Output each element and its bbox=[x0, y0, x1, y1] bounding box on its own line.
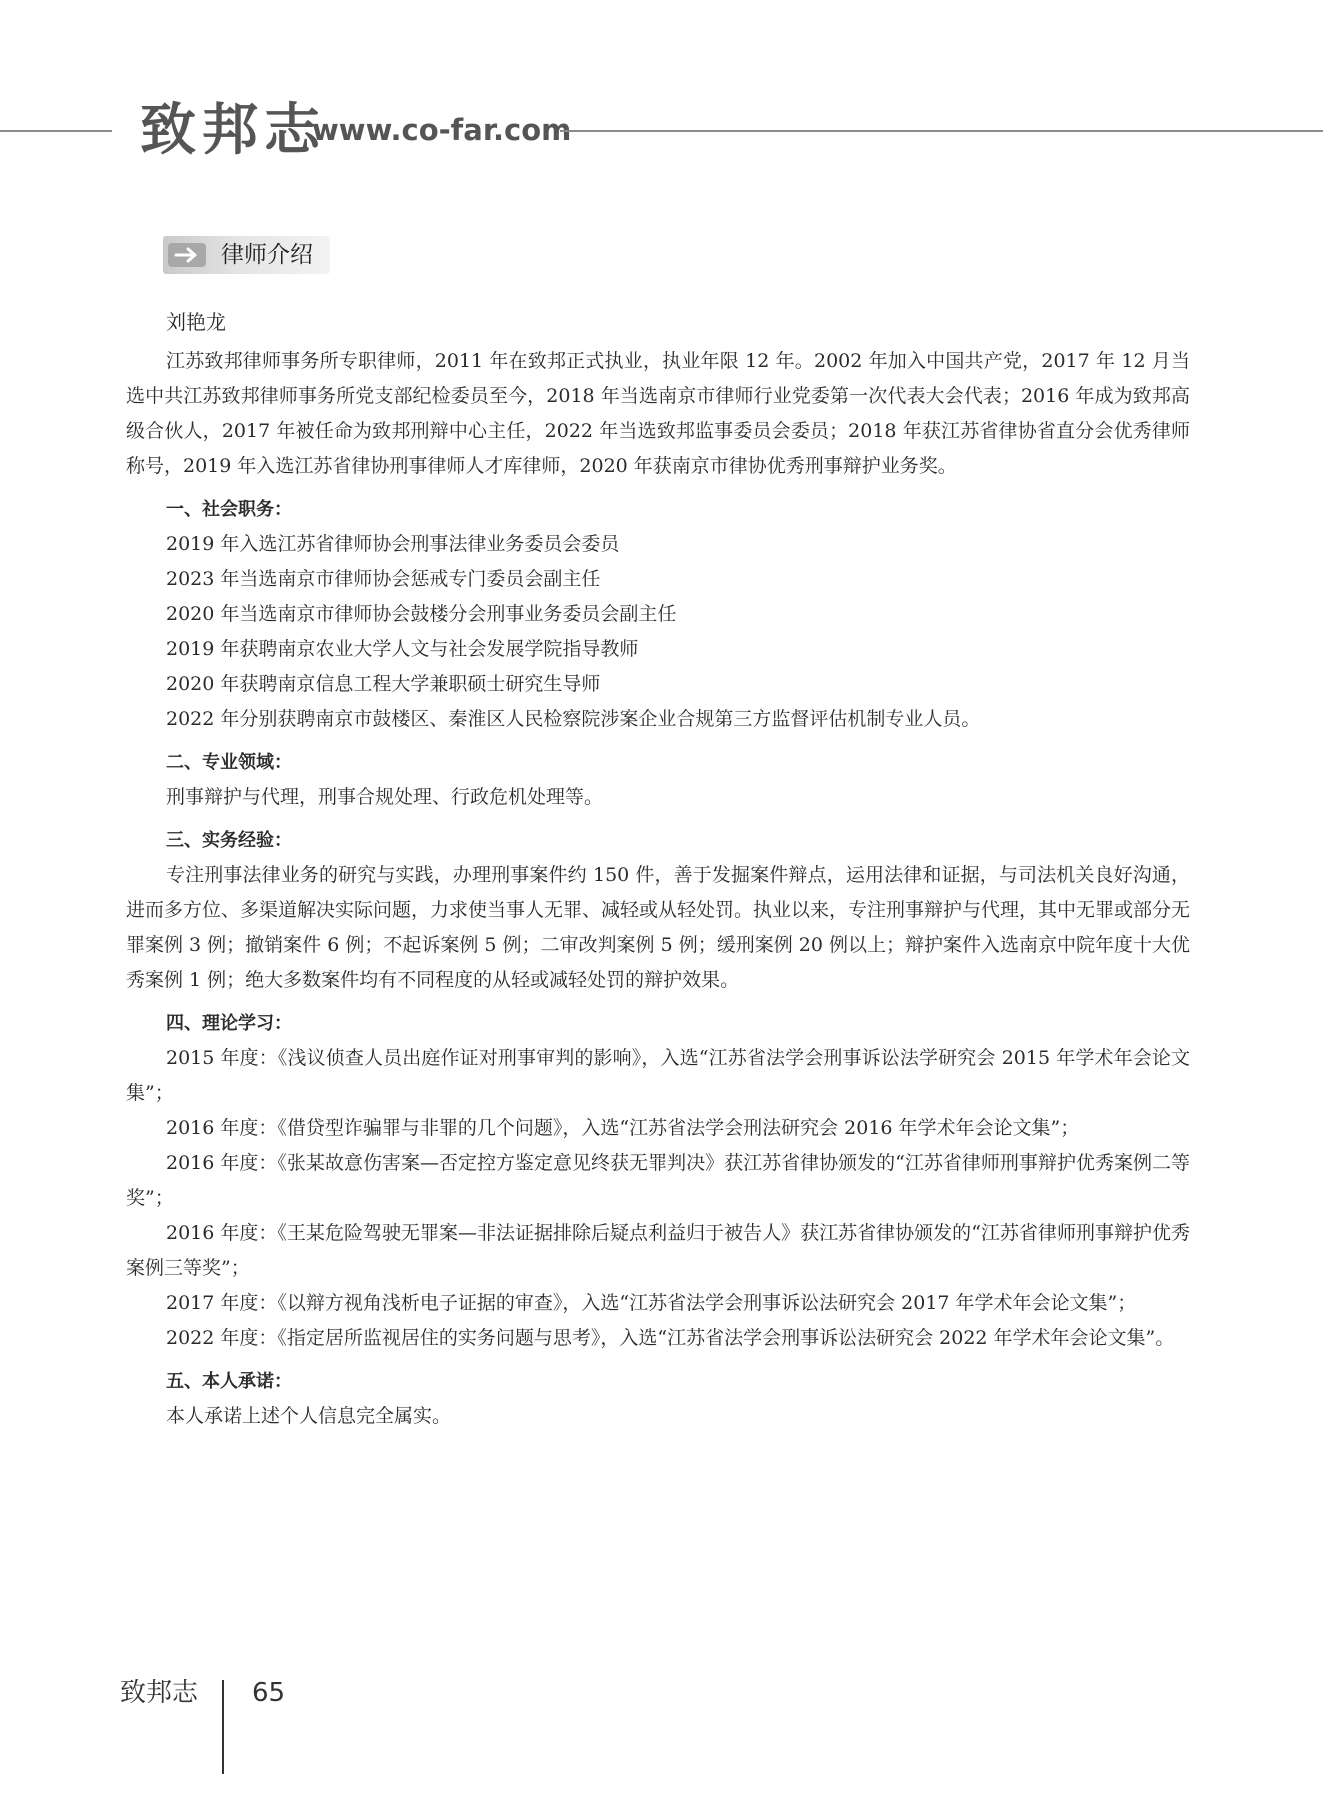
intro-paragraph: 江苏致邦律师事务所专职律师，2011 年在致邦正式执业，执业年限 12 年。2002 年加入中国共产党，2017 年 12 月当选中共江苏致邦律师事务所党支部纪检委员至今，2018 年当选南京市律师行业党委第一次代表大会代表；2016 年成为致邦高级合伙人，2017 年被任命为致邦刑辩中心主任，2022 年当选致邦监事委员会委员；2018 年获江苏省律协省直分会优秀律师称号，2019 年入选江苏省律协刑事律师人才库律师，2020 年获南京市律协优秀刑事辩护业务奖。 bbox=[126, 350, 1190, 477]
header-rule-left bbox=[0, 130, 112, 132]
list-item: 2020 年获聘南京信息工程大学兼职硕士研究生导师 bbox=[166, 673, 601, 695]
page-number: 65 bbox=[252, 1678, 286, 1708]
footer-magazine-name: 致邦志 bbox=[120, 1678, 199, 1708]
section-title: 律师介绍 bbox=[221, 242, 313, 268]
theory-item: 2016 年度：《借贷型诈骗罪与非罪的几个问题》，入选“江苏省法学会刑法研究会 2016 年学术年会论文集”； bbox=[166, 1117, 1080, 1139]
theory-item: 2022 年度：《指定居所监视居住的实务问题与思考》，入选“江苏省法学会刑事诉讼法研究会 2022 年学术年会论文集”。 bbox=[166, 1327, 1175, 1349]
practice-text: 专注刑事法律业务的研究与实践，办理刑事案件约 150 件，善于发掘案件辩点，运用法律和证据，与司法机关良好沟通，进而多方位、多渠道解决实际问题，力求使当事人无罪、减轻或从轻处罚。执业以来，专注刑事辩护与代理，其中无罪或部分无罪案例 3 例；撤销案件 6 例；不起诉案例 5 例；二审改判案例 5 例；缓刑案例 20 例以上；辩护案件入选南京中院年度十大优秀案例 1 例；绝大多数案件均有不同程度的从轻或减轻处罚的辩护效果。 bbox=[126, 864, 1191, 991]
field-heading: 二、专业领域： bbox=[166, 752, 292, 773]
practice-heading: 三、实务经验： bbox=[166, 830, 292, 851]
list-item: 2019 年入选江苏省律师协会刑事法律业务委员会委员 bbox=[166, 533, 620, 555]
pledge-heading: 五、本人承诺： bbox=[166, 1371, 292, 1392]
theory-heading: 四、理论学习： bbox=[166, 1013, 292, 1034]
theory-item: 2017 年度：《以辩方视角浅析电子证据的审查》，入选“江苏省法学会刑事诉讼法研究会 2017 年学术年会论文集”； bbox=[166, 1292, 1137, 1314]
brand-logo: 致邦志 bbox=[140, 97, 326, 163]
list-item: 2022 年分别获聘南京市鼓楼区、秦淮区人民检察院涉案企业合规第三方监督评估机制专业人员。 bbox=[166, 708, 981, 730]
field-text: 刑事辩护与代理，刑事合规处理、行政危机处理等。 bbox=[166, 786, 604, 808]
brand-url: www.co-far.com bbox=[312, 113, 572, 147]
footer-divider bbox=[222, 1680, 224, 1774]
list-item: 2023 年当选南京市律师协会惩戒专门委员会副主任 bbox=[166, 568, 601, 590]
social-heading: 一、社会职务： bbox=[166, 499, 292, 520]
theory-item: 2015 年度：《浅议侦查人员出庭作证对刑事审判的影响》，入选“江苏省法学会刑事诉讼法学研究会 2015 年学术年会论文集”； bbox=[126, 1047, 1190, 1104]
arrow-right-icon bbox=[167, 242, 207, 268]
list-item: 2019 年获聘南京农业大学人文与社会发展学院指导教师 bbox=[166, 638, 639, 660]
article-body bbox=[126, 300, 1190, 1434]
theory-item: 2016 年度：《张某故意伤害案—否定控方鉴定意见终获无罪判决》获江苏省律协颁发的“江苏省律师刑事辩护优秀案例二等奖”； bbox=[126, 1152, 1190, 1209]
theory-item: 2016 年度：《王某危险驾驶无罪案—非法证据排除后疑点利益归于被告人》获江苏省律协颁发的“江苏省律师刑事辩护优秀案例三等奖”； bbox=[126, 1222, 1190, 1279]
section-tag bbox=[163, 236, 330, 274]
lawyer-name: 刘艳龙 bbox=[166, 310, 226, 334]
list-item: 2020 年当选南京市律师协会鼓楼分会刑事业务委员会副主任 bbox=[166, 603, 677, 625]
pledge-text: 本人承诺上述个人信息完全属实。 bbox=[166, 1405, 452, 1427]
header-rule-right bbox=[560, 130, 1323, 132]
